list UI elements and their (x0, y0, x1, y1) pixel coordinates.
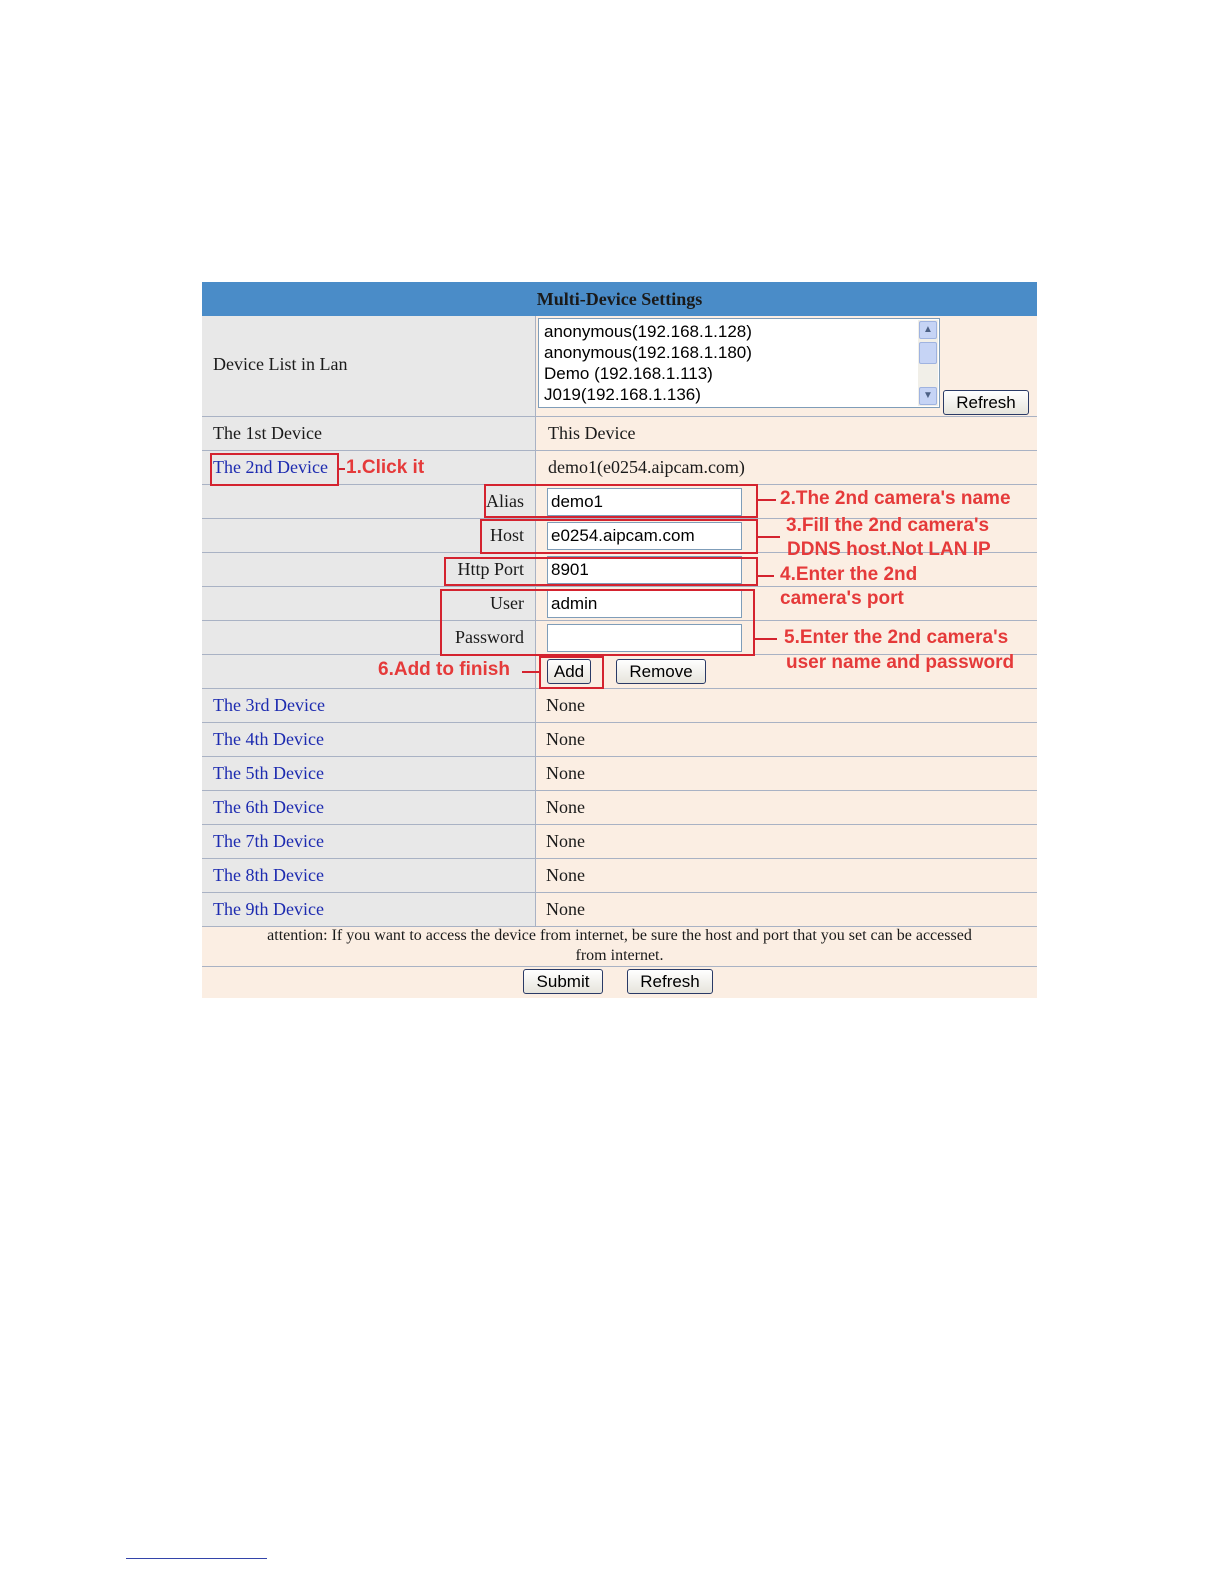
device-option[interactable]: Demo (192.168.1.113) (544, 364, 713, 383)
device-value: None (546, 899, 585, 919)
device-value: None (546, 729, 585, 749)
device-row (202, 723, 1037, 756)
scroll-down-icon[interactable]: ▼ (919, 387, 937, 405)
highlight-credentials (440, 589, 755, 656)
second-device-value: demo1(e0254.aipcam.com) (548, 457, 745, 477)
first-device-row (202, 417, 1037, 450)
password-label: Password (454, 627, 524, 647)
device-link[interactable]: The 5th Device (213, 763, 324, 783)
highlight-add (539, 656, 604, 689)
device-link[interactable]: The 6th Device (213, 797, 324, 817)
annotation-step-4b: camera's port (780, 588, 904, 609)
attention-line-1: attention: If you want to access the device from internet, be sure the host and port that you set can be accessed (267, 927, 972, 944)
annotation-step-5b: user name and password (786, 652, 1015, 673)
device-row (202, 825, 1037, 858)
highlight-second-device (210, 453, 339, 486)
device-link[interactable]: The 3rd Device (213, 695, 325, 715)
host-input[interactable]: e0254.aipcam.com (547, 522, 742, 550)
device-value: None (546, 695, 585, 715)
scroll-thumb[interactable] (919, 342, 937, 364)
device-value: None (546, 763, 585, 783)
device-list-scrollbar[interactable] (918, 320, 938, 406)
device-option[interactable]: anonymous(192.168.1.128) (544, 322, 752, 341)
port-label: Http Port (457, 559, 524, 579)
device-list-box[interactable] (538, 318, 940, 408)
device-link[interactable]: The 9th Device (213, 899, 324, 919)
annotation-step-4: 4.Enter the 2nd (780, 564, 918, 585)
first-device-label: The 1st Device (213, 423, 322, 443)
arrow-line-1 (339, 468, 345, 470)
device-row (202, 859, 1037, 892)
alias-input[interactable]: demo1 (547, 488, 742, 516)
alias-label: Alias (486, 491, 524, 511)
remove-button[interactable]: Remove (616, 659, 706, 684)
arrow-line-2 (758, 499, 776, 501)
host-label: Host (489, 525, 524, 545)
device-option[interactable]: anonymous(192.168.1.180) (544, 343, 752, 362)
highlight-alias (484, 484, 758, 518)
first-device-value: This Device (548, 423, 636, 443)
device-row (202, 791, 1037, 824)
highlight-port (444, 557, 758, 586)
highlight-host (480, 519, 758, 554)
device-link[interactable]: The 8th Device (213, 865, 324, 885)
annotation-step-5: 5.Enter the 2nd camera's (784, 627, 1009, 648)
device-value: None (546, 797, 585, 817)
annotation-step-3b: DDNS host.Not LAN IP (787, 539, 991, 560)
panel-title: Multi-Device Settings (202, 282, 1037, 316)
device-row (202, 757, 1037, 790)
arrow-line-3 (758, 536, 780, 538)
port-input[interactable]: 8901 (547, 556, 742, 584)
device-value: None (546, 831, 585, 851)
submit-button[interactable]: Submit (523, 969, 603, 994)
arrow-line-6 (522, 671, 539, 673)
second-device-link[interactable]: The 2nd Device (213, 457, 328, 477)
arrow-line-4 (758, 575, 774, 577)
annotation-step-3: 3.Fill the 2nd camera's (786, 515, 990, 536)
user-label: User (490, 593, 524, 613)
device-option[interactable]: J019(192.168.1.136) (544, 385, 701, 404)
add-button[interactable]: Add (547, 659, 591, 684)
device-row (202, 689, 1037, 722)
lan-refresh-button[interactable]: Refresh (943, 390, 1029, 415)
device-link[interactable]: The 4th Device (213, 729, 324, 749)
device-link[interactable]: The 7th Device (213, 831, 324, 851)
annotation-step-6: 6.Add to finish (378, 659, 510, 680)
refresh-button[interactable]: Refresh (627, 969, 713, 994)
attention-line-2: from internet. (575, 947, 664, 964)
scroll-up-icon[interactable]: ▲ (919, 321, 937, 339)
footer-rule (126, 1558, 267, 1559)
user-input[interactable]: admin (547, 590, 742, 618)
device-row (202, 893, 1037, 926)
annotation-step-1: 1.Click it (346, 457, 425, 478)
device-list-label: Device List in Lan (213, 354, 348, 374)
annotation-step-2: 2.The 2nd camera's name (780, 488, 1011, 509)
device-value: None (546, 865, 585, 885)
arrow-line-5 (755, 638, 777, 640)
